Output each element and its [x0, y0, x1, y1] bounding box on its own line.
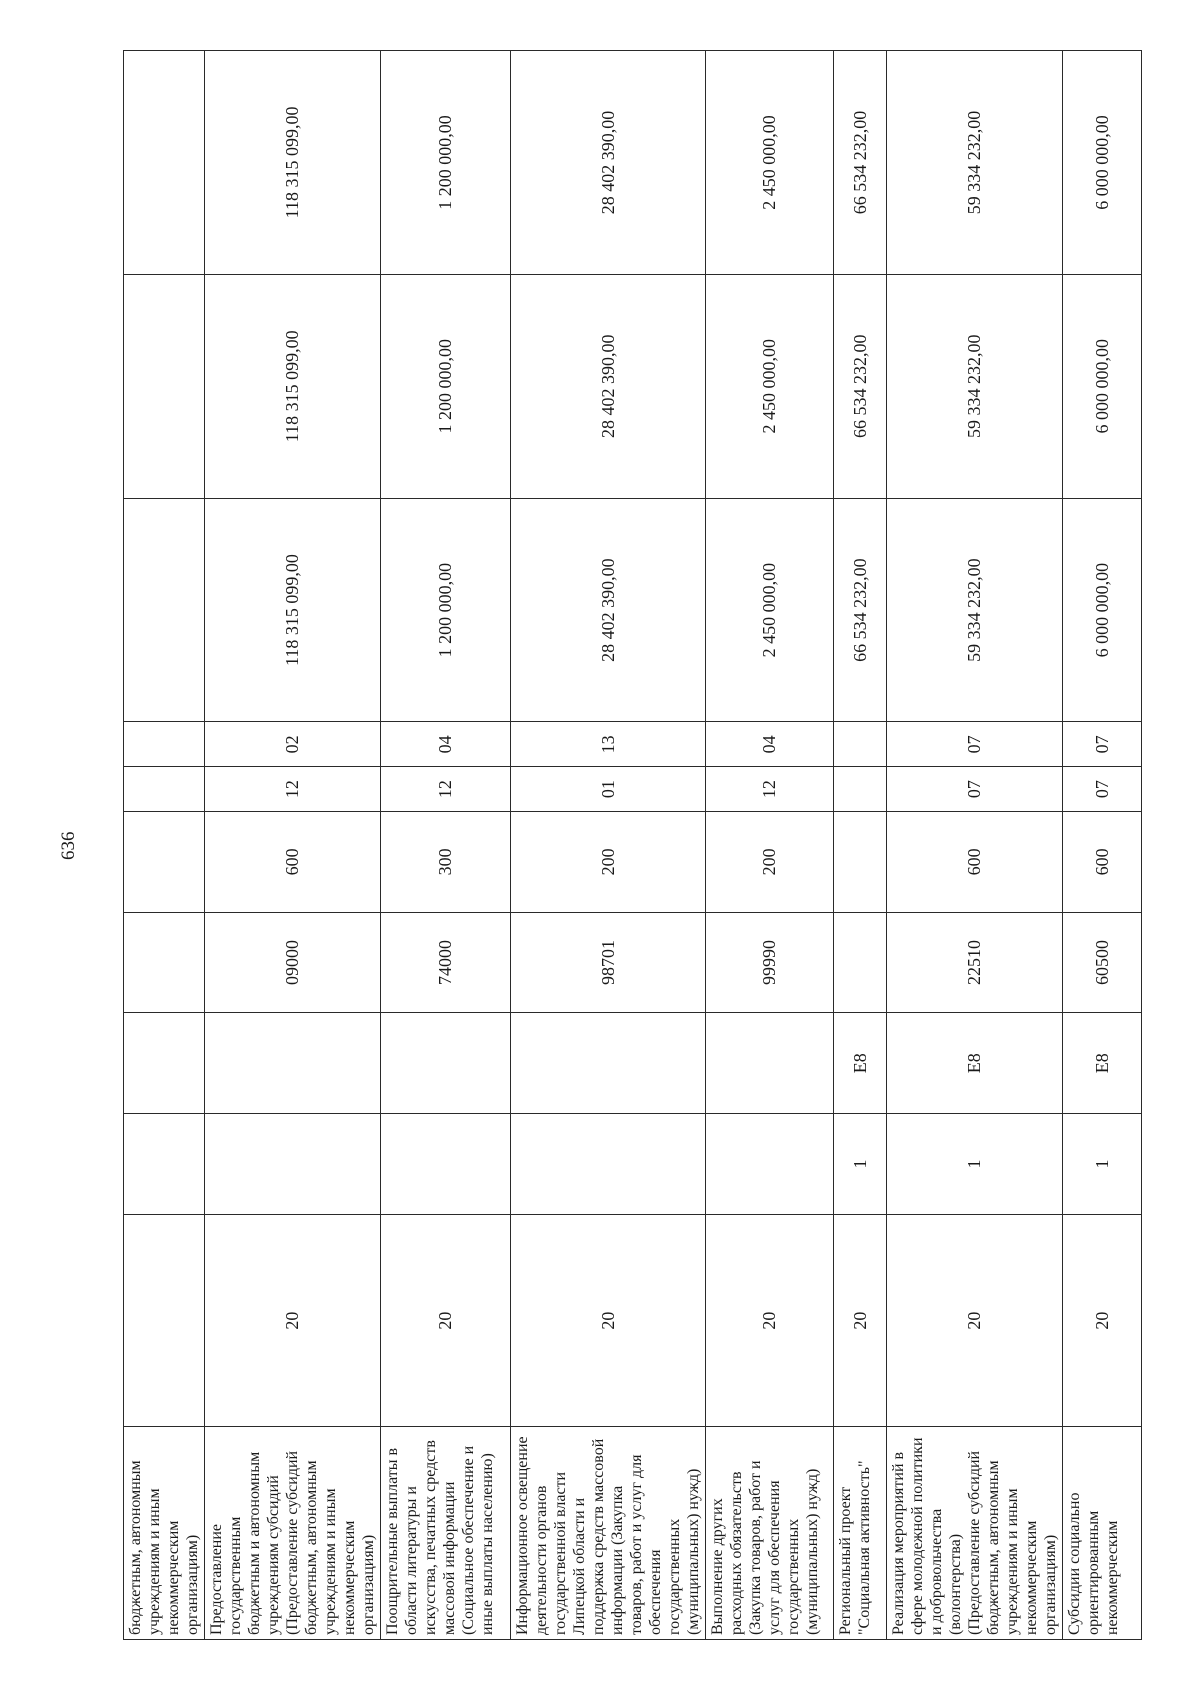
amount-cell-2: 6 000 000,00 — [1063, 274, 1142, 498]
amount-cell-3 — [124, 51, 205, 275]
code-cell-a: 20 — [887, 1214, 1063, 1427]
code-cell-b: 1 — [887, 1114, 1063, 1215]
code-cell-d: 22510 — [887, 912, 1063, 1013]
table-row — [887, 51, 1063, 1640]
code-cell-f: 12 — [706, 767, 834, 812]
code-cell-c — [381, 1013, 511, 1114]
code-cell-e: 200 — [511, 811, 706, 912]
amount-cell-2: 66 534 232,00 — [834, 274, 887, 498]
code-cell-c: E8 — [887, 1013, 1063, 1114]
code-cell-c: E8 — [834, 1013, 887, 1114]
description-cell: Региональный проект "Социальная активность" — [834, 1427, 887, 1640]
table-row — [205, 51, 381, 1640]
code-cell-b: 1 — [1063, 1114, 1142, 1215]
amount-cell-1: 1 200 000,00 — [381, 498, 511, 722]
amount-cell-1: 59 334 232,00 — [887, 498, 1063, 722]
code-cell-b — [381, 1114, 511, 1215]
amount-cell-2: 59 334 232,00 — [887, 274, 1063, 498]
code-cell-g: 13 — [511, 722, 706, 767]
code-cell-a — [124, 1214, 205, 1427]
page-number: 636 — [58, 831, 79, 860]
amount-cell-1: 6 000 000,00 — [1063, 498, 1142, 722]
code-cell-a: 20 — [1063, 1214, 1142, 1427]
table-row — [511, 51, 706, 1640]
table-row — [1063, 51, 1142, 1640]
table-row — [834, 51, 887, 1640]
code-cell-b: 1 — [834, 1114, 887, 1215]
code-cell-c — [706, 1013, 834, 1114]
code-cell-b — [511, 1114, 706, 1215]
amount-cell-3: 6 000 000,00 — [1063, 51, 1142, 275]
amount-cell-3: 1 200 000,00 — [381, 51, 511, 275]
description-cell: Предоставление государственным бюджетным и автономным учреждениям субсидий (Предоставление субсидий бюджетным, автономным учреждениям и иным некоммерческим организациям) — [205, 1427, 381, 1640]
code-cell-d — [834, 912, 887, 1013]
code-cell-b — [124, 1114, 205, 1215]
code-cell-f — [834, 767, 887, 812]
code-cell-d: 74000 — [381, 912, 511, 1013]
description-cell: Информационное освещение деятельности органов государственной власти Липецкой области и поддержка средств массовой информации (Закупка товаров, работ и услуг для обеспечения государственных (муниципальных) нужд) — [511, 1427, 706, 1640]
table-row — [381, 51, 511, 1640]
code-cell-a: 20 — [706, 1214, 834, 1427]
code-cell-g: 07 — [1063, 722, 1142, 767]
table-row — [124, 51, 205, 1640]
amount-cell-3: 59 334 232,00 — [887, 51, 1063, 275]
description-cell: Реализация мероприятий в сфере молодежной политики и добровольчества (волонтерства) (Предоставление субсидий бюджетным, автономным учреждениям и иным некоммерческим организациям) — [887, 1427, 1063, 1640]
amount-cell-3: 118 315 099,00 — [205, 51, 381, 275]
amount-cell-1: 2 450 000,00 — [706, 498, 834, 722]
code-cell-e: 600 — [205, 811, 381, 912]
amount-cell-1 — [124, 498, 205, 722]
code-cell-a: 20 — [511, 1214, 706, 1427]
code-cell-g: 04 — [706, 722, 834, 767]
code-cell-a: 20 — [834, 1214, 887, 1427]
amount-cell-2: 2 450 000,00 — [706, 274, 834, 498]
amount-cell-2: 1 200 000,00 — [381, 274, 511, 498]
code-cell-e: 600 — [1063, 811, 1142, 912]
description-cell: бюджетным, автономным учреждениям и иным некоммерческим организациям) — [124, 1427, 205, 1640]
code-cell-d: 99990 — [706, 912, 834, 1013]
code-cell-c: E8 — [1063, 1013, 1142, 1114]
budget-table — [123, 50, 1142, 1640]
code-cell-c — [511, 1013, 706, 1114]
code-cell-d: 98701 — [511, 912, 706, 1013]
code-cell-g — [124, 722, 205, 767]
code-cell-d: 60500 — [1063, 912, 1142, 1013]
code-cell-f: 12 — [205, 767, 381, 812]
code-cell-e: 600 — [887, 811, 1063, 912]
code-cell-c — [124, 1013, 205, 1114]
code-cell-e: 300 — [381, 811, 511, 912]
amount-cell-3: 2 450 000,00 — [706, 51, 834, 275]
code-cell-b — [706, 1114, 834, 1215]
amount-cell-2: 118 315 099,00 — [205, 274, 381, 498]
amount-cell-1: 118 315 099,00 — [205, 498, 381, 722]
description-cell: Субсидии социально ориентированным некоммерческим — [1063, 1427, 1142, 1640]
code-cell-e: 200 — [706, 811, 834, 912]
code-cell-g: 04 — [381, 722, 511, 767]
amount-cell-1: 28 402 390,00 — [511, 498, 706, 722]
code-cell-b — [205, 1114, 381, 1215]
code-cell-f: 07 — [887, 767, 1063, 812]
code-cell-d — [124, 912, 205, 1013]
amount-cell-1: 66 534 232,00 — [834, 498, 887, 722]
description-cell: Поощрительные выплаты в области литературы и искусства, печатных средств массовой информации (Социальное обеспечение и иные выплаты населению) — [381, 1427, 511, 1640]
amount-cell-3: 28 402 390,00 — [511, 51, 706, 275]
code-cell-a: 20 — [381, 1214, 511, 1427]
code-cell-f — [124, 767, 205, 812]
code-cell-e — [834, 811, 887, 912]
description-cell: Выполнение других расходных обязательств (Закупка товаров, работ и услуг для обеспечения государственных (муниципальных) нужд) — [706, 1427, 834, 1640]
amount-cell-2 — [124, 274, 205, 498]
code-cell-g: 02 — [205, 722, 381, 767]
code-cell-g — [834, 722, 887, 767]
code-cell-a: 20 — [205, 1214, 381, 1427]
code-cell-f: 01 — [511, 767, 706, 812]
code-cell-c — [205, 1013, 381, 1114]
code-cell-d: 09000 — [205, 912, 381, 1013]
code-cell-f: 07 — [1063, 767, 1142, 812]
budget-table-rotated — [123, 50, 1121, 1640]
code-cell-g: 07 — [887, 722, 1063, 767]
table-row — [706, 51, 834, 1640]
amount-cell-3: 66 534 232,00 — [834, 51, 887, 275]
code-cell-f: 12 — [381, 767, 511, 812]
code-cell-e — [124, 811, 205, 912]
amount-cell-2: 28 402 390,00 — [511, 274, 706, 498]
